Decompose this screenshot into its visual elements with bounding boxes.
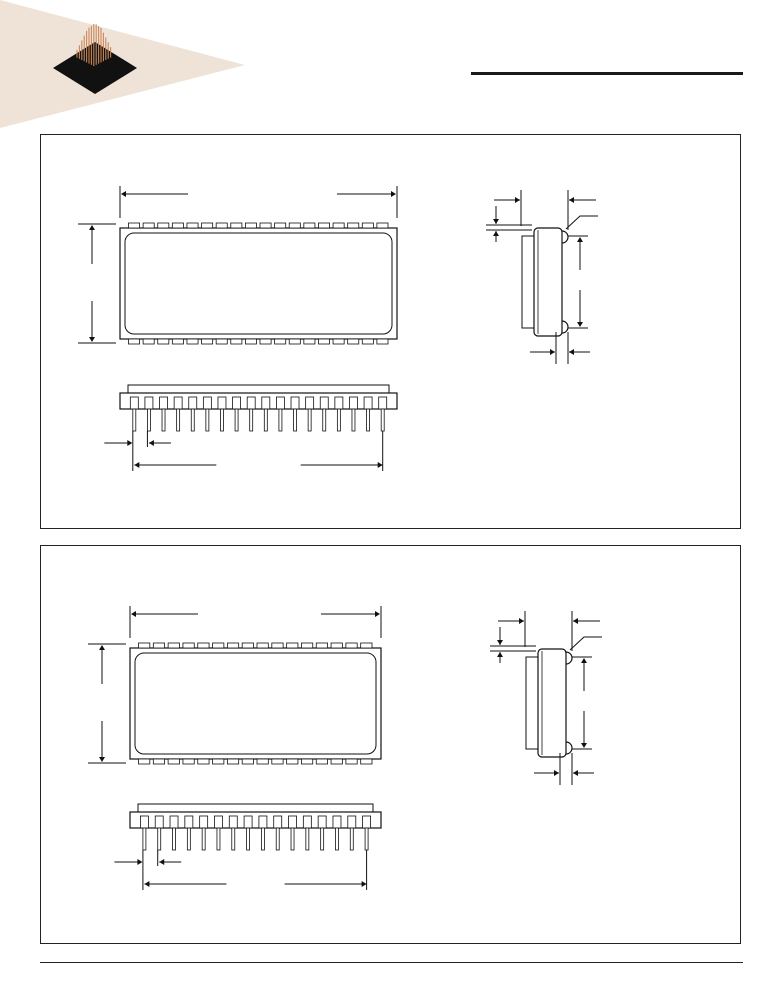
pin-bottom (139, 759, 150, 764)
pin-socket (364, 397, 372, 409)
thickness-arrow-right (573, 618, 578, 624)
pin-lead (335, 828, 338, 850)
pin-bottom (143, 339, 154, 344)
span-arrow-right (362, 881, 367, 887)
pin-top (287, 643, 298, 648)
pin-socket (262, 397, 270, 409)
pin-socket (349, 397, 357, 409)
pin-socket (185, 816, 193, 828)
pin-socket (274, 816, 282, 828)
pin-socket (145, 397, 153, 409)
header-rule (471, 72, 743, 75)
pin-top (275, 223, 286, 228)
pin-top (139, 643, 150, 648)
height-arrow-bottom (99, 757, 105, 762)
span-arrow-left (134, 462, 139, 468)
pin-bottom (333, 339, 344, 344)
pin-socket (318, 816, 326, 828)
pin-lead (162, 409, 165, 431)
pin-socket (218, 397, 226, 409)
pitch-arrow-left (137, 859, 142, 865)
pin-bottom (213, 759, 224, 764)
pin-bottom (227, 759, 238, 764)
pin-bottom (361, 759, 372, 764)
pin-lead (381, 409, 384, 431)
pin-top (331, 643, 342, 648)
lead-span-arrow-top (577, 237, 583, 242)
pin-lead (187, 828, 190, 850)
pin-bottom (316, 759, 327, 764)
side-view (486, 190, 598, 364)
pin-socket (276, 397, 284, 409)
pin-bottom (301, 759, 312, 764)
lead-width-arrow-left (554, 770, 559, 776)
width-arrow-right (375, 611, 380, 617)
pin-socket (320, 397, 328, 409)
pin-socket (189, 397, 197, 409)
pin-lead (321, 828, 324, 850)
pin-top (158, 223, 169, 228)
pin-bottom (346, 759, 357, 764)
pin-lead (350, 828, 353, 850)
pin-lead (308, 409, 311, 431)
package-lid (128, 385, 389, 393)
standoff-arrow-top (497, 640, 503, 645)
pin-top (333, 223, 344, 228)
pin-top (202, 223, 213, 228)
top-view (78, 186, 397, 344)
pin-lead (206, 409, 209, 431)
pin-bottom (168, 759, 179, 764)
front-view (104, 385, 397, 471)
pin-socket (140, 816, 148, 828)
lead-width-arrow-right (569, 349, 574, 355)
pin-lead (337, 409, 340, 431)
pin-bottom (172, 339, 183, 344)
package-drawing-bottom (40, 545, 741, 944)
pin-lead (279, 409, 282, 431)
pin-lead (352, 409, 355, 431)
pin-bottom (362, 339, 373, 344)
j-lead-bottom (566, 742, 572, 754)
pin-bottom (318, 339, 329, 344)
pin-bottom (242, 759, 253, 764)
pin-bottom (158, 339, 169, 344)
side-view (490, 611, 602, 785)
pin-top (172, 223, 183, 228)
pin-bottom (331, 759, 342, 764)
pin-top (153, 643, 164, 648)
lead-width-arrow-right (573, 770, 578, 776)
pin-socket (303, 816, 311, 828)
pin-socket (170, 816, 178, 828)
pin-socket (200, 816, 208, 828)
standoff-arrow-bottom (497, 652, 503, 657)
pin-top (227, 643, 238, 648)
pin-lead (306, 828, 309, 850)
pin-top (377, 223, 388, 228)
pin-socket (233, 397, 241, 409)
front-view (114, 804, 381, 890)
height-arrow-bottom (89, 337, 95, 342)
pin-lead (143, 828, 146, 850)
width-arrow-left (121, 191, 126, 197)
pin-bottom (153, 759, 164, 764)
pin-top (213, 643, 224, 648)
pin-top (346, 643, 357, 648)
pitch-arrow-right (159, 859, 164, 865)
pin-socket (155, 816, 163, 828)
pin-top (289, 223, 300, 228)
pin-top (168, 643, 179, 648)
pin-lead (323, 409, 326, 431)
pin-top (129, 223, 140, 228)
pin-lead (191, 409, 194, 431)
thickness-arrow-left (519, 618, 524, 624)
pin-top (257, 643, 268, 648)
pin-socket (203, 397, 211, 409)
header-logo-band (0, 0, 250, 130)
pin-top (304, 223, 315, 228)
thickness-arrow-left (515, 197, 520, 203)
span-arrow-right (378, 462, 383, 468)
pin-socket (174, 397, 182, 409)
pin-lead (220, 409, 223, 431)
pin-bottom (202, 339, 213, 344)
pin-bottom (377, 339, 388, 344)
side-body-left (526, 657, 538, 749)
pin-socket (363, 816, 371, 828)
footer-rule (40, 962, 743, 963)
pin-socket (379, 397, 387, 409)
height-arrow-top (89, 225, 95, 230)
pin-bottom (231, 339, 242, 344)
j-lead-bottom (562, 321, 568, 333)
standoff-arrow-bottom (493, 231, 499, 236)
pin-bottom (287, 759, 298, 764)
lead-width-arrow-left (550, 349, 555, 355)
lead-span-arrow-top (581, 658, 587, 663)
pin-top (183, 643, 194, 648)
pin-socket (229, 816, 237, 828)
pin-bottom (272, 759, 283, 764)
pin-top (361, 643, 372, 648)
pin-socket (291, 397, 299, 409)
pin-socket (214, 816, 222, 828)
pin-top (362, 223, 373, 228)
standoff-arrow-top (493, 219, 499, 224)
height-arrow-top (99, 645, 105, 650)
package-body-outline (130, 648, 381, 759)
package-lid (138, 804, 373, 812)
top-view (88, 606, 381, 764)
pin-bottom (275, 339, 286, 344)
leader-line (566, 216, 598, 229)
pin-lead (158, 828, 161, 850)
pin-bottom (216, 339, 227, 344)
pin-top (143, 223, 154, 228)
pin-bottom (304, 339, 315, 344)
pin-top (187, 223, 198, 228)
pin-socket (289, 816, 297, 828)
leader-line (570, 637, 602, 650)
pin-lead (276, 828, 279, 850)
pin-lead (294, 409, 297, 431)
pin-lead (147, 409, 150, 431)
width-arrow-left (131, 611, 136, 617)
width-arrow-right (391, 191, 396, 197)
pin-lead (250, 409, 253, 431)
pin-socket (244, 816, 252, 828)
pin-top (272, 643, 283, 648)
pin-socket (333, 816, 341, 828)
pitch-arrow-right (149, 440, 154, 446)
pin-top (348, 223, 359, 228)
pin-bottom (187, 339, 198, 344)
pin-top (301, 643, 312, 648)
pin-lead (133, 409, 136, 431)
pin-top (242, 643, 253, 648)
pin-bottom (198, 759, 209, 764)
package-base (130, 812, 381, 828)
pin-socket (335, 397, 343, 409)
thickness-arrow-right (569, 197, 574, 203)
pin-lead (202, 828, 205, 850)
pin-lead (365, 828, 368, 850)
pin-top (198, 643, 209, 648)
lead-span-arrow-bottom (581, 743, 587, 748)
pin-lead (367, 409, 370, 431)
pin-socket (130, 397, 138, 409)
pin-lead (173, 828, 176, 850)
package-body-outline (120, 228, 397, 339)
pin-top (231, 223, 242, 228)
span-arrow-left (144, 881, 149, 887)
pin-bottom (245, 339, 256, 344)
pin-lead (264, 409, 267, 431)
pin-bottom (289, 339, 300, 344)
lead-span-arrow-bottom (577, 322, 583, 327)
pin-lead (177, 409, 180, 431)
pin-socket (259, 816, 267, 828)
pin-lead (261, 828, 264, 850)
j-lead-top (566, 652, 572, 664)
pin-lead (232, 828, 235, 850)
pin-bottom (183, 759, 194, 764)
pin-lead (235, 409, 238, 431)
side-body-left (522, 236, 534, 328)
pin-top (316, 643, 327, 648)
pin-bottom (257, 759, 268, 764)
pin-top (260, 223, 271, 228)
pin-lead (247, 828, 250, 850)
pin-bottom (348, 339, 359, 344)
package-drawing-top (40, 134, 741, 529)
pin-socket (348, 816, 356, 828)
pin-bottom (260, 339, 271, 344)
pin-top (318, 223, 329, 228)
pin-socket (160, 397, 168, 409)
pin-top (216, 223, 227, 228)
pin-bottom (129, 339, 140, 344)
pitch-arrow-left (127, 440, 132, 446)
pin-lead (217, 828, 220, 850)
pin-lead (291, 828, 294, 850)
pin-socket (247, 397, 255, 409)
pin-socket (306, 397, 314, 409)
j-lead-top (562, 231, 568, 243)
pin-top (245, 223, 256, 228)
